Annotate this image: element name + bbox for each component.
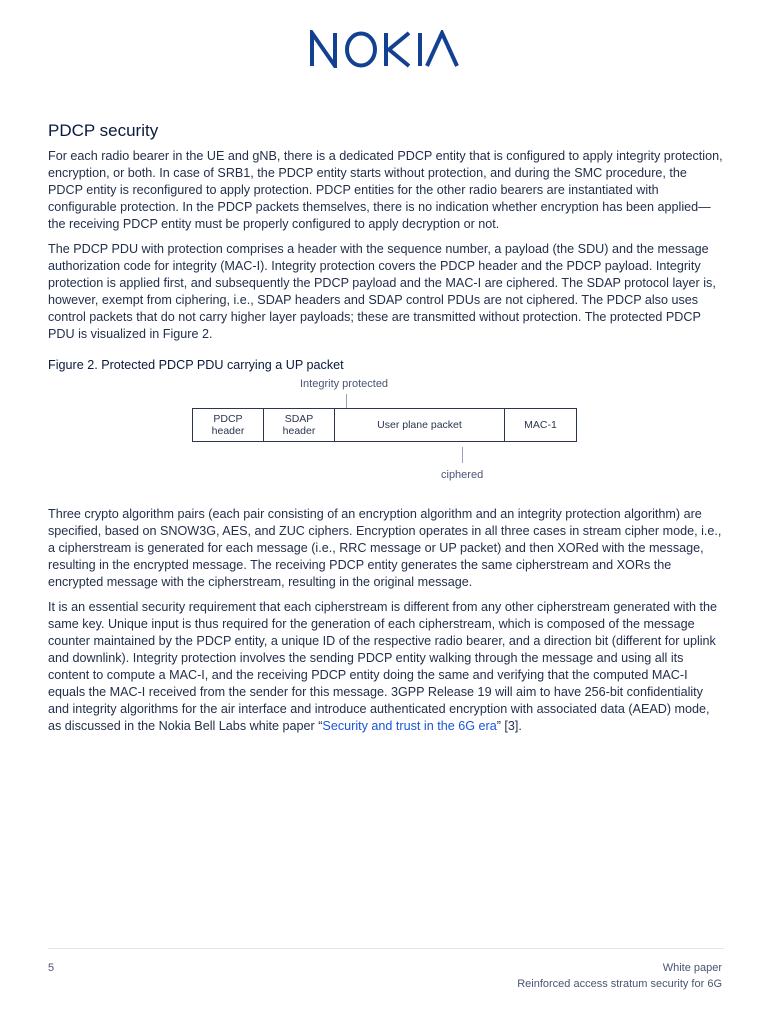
- footer-doc-title: Reinforced access stratum security for 6G: [517, 978, 722, 990]
- paragraph-3: Three crypto algorithm pairs (each pair consisting of an encryption algorithm and an integrity protection algorithm) are specified, based on SNOW3G, AES, and ZUC ciphers. Encryption operates in all three cases in stream cipher mode, i.e., a cipherstream is generated for each message (i.e., RRC message or UP packet) and then XORed with the message, resulting in the encrypted message. The receiving PDCP entity generates the same cipherstream and XORs the encrypted message with the cipherstream, resulting in the original message.: [48, 507, 722, 589]
- footer-doc-info: [517, 960, 722, 992]
- footer-divider: [48, 948, 724, 949]
- paragraph-4-text: It is an essential security requirement that each cipherstream is different from any other cipherstream generated with the same key. Unique input is thus required for the generation of each cipherstream, which is composed of the message counter maintained by the PDCP entity, a unique ID of the respective radio bearer, and a direction bit (different for uplink and downlink). Integrity protection involves the sending PDCP entity walking through the message and using all its content to compute a MAC-I, and the receiving PDCP entity doing the same and verifying that the computed MAC-I equals the MAC-I received from the sender for this message. 3GPP Release 19 will aim to have 256-bit confidentiality and integrity algorithms for the air interface and introduce authenticated encryption with associated data (AEAD) mode, as discussed in the Nokia Bell Labs white paper “: [48, 600, 717, 733]
- paragraph-4-end: ” [3].: [496, 719, 522, 733]
- pdcp-header-cell: PDCP header: [193, 409, 264, 441]
- main-content: [48, 120, 724, 743]
- page-number: 5: [48, 962, 55, 974]
- mac-cell: MAC-1: [524, 419, 557, 431]
- nokia-logo: [309, 30, 461, 68]
- paragraph-1: For each radio bearer in the UE and gNB, there is a dedicated PDCP entity that is configured to apply integrity protection, encryption, or both. In case of SRB1, the PDCP entity starts without protection, and during the SMC procedure, the PDCP entity is reconfigured to apply protection. PDCP entities for the other radio bearers are instantiated with configurable protection. In the PDCP packets themselves, there is no indication whether encryption has been applied—the receiving PDCP entity must be properly configured to apply decryption or not.: [48, 149, 723, 231]
- integrity-bracket-line: [346, 394, 347, 409]
- section-title: PDCP security: [48, 121, 159, 140]
- figure-title: Figure 2. Protected PDCP PDU carrying a UP packet: [48, 358, 344, 372]
- user-plane-packet-cell: User plane packet: [335, 409, 505, 441]
- pdu-figure: [48, 378, 724, 496]
- footer-doc-type: White paper: [662, 962, 722, 974]
- integrity-protected-label: Integrity protected: [300, 378, 389, 390]
- paragraph-2: The PDCP PDU with protection comprises a header with the sequence number, a payload (the SDU) and the message authorization code for integrity (MAC-I). Integrity protection covers the PDCP header and the PDCP payload. Integrity protection is applied first, and subsequently the PDCP payload and the MAC-I are ciphered. The SDAP protocol layer is, however, exempt from ciphering, i.e., SDAP headers and SDAP control PDUs are not ciphered. The PDCP also uses control packets that do not carry higher layer payloads; these are transmitted without protection. The protected PDCP PDU is visualized in Figure 2.: [48, 242, 716, 341]
- white-paper-link[interactable]: Security and trust in the 6G era: [322, 719, 497, 733]
- ciphered-bracket-line: [462, 447, 463, 463]
- pdu-box: [192, 408, 577, 442]
- paragraph-4: [48, 599, 724, 735]
- sdap-header-cell: SDAP header: [264, 409, 335, 441]
- ciphered-label: ciphered: [441, 469, 484, 481]
